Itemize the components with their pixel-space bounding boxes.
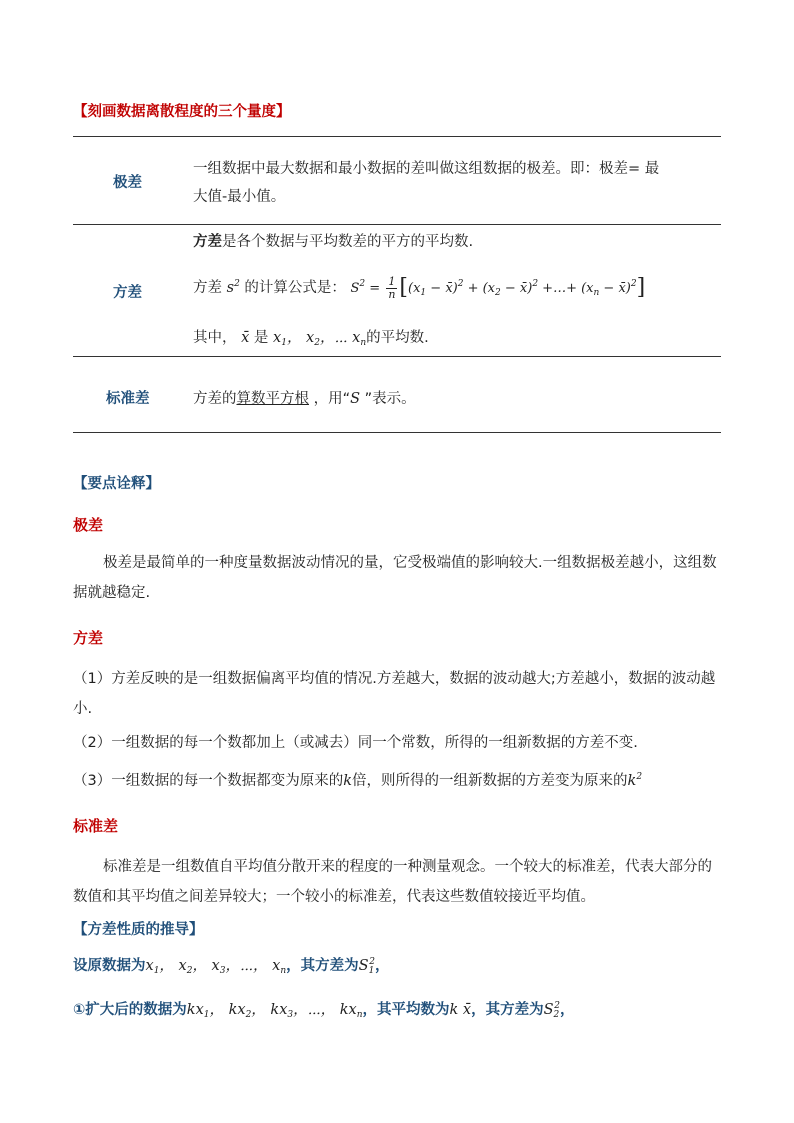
derive-line2-pre: ①扩大后的数据为 [73,1002,187,1018]
table-rule-1 [73,224,721,225]
variance-formula-intro: 方差 [193,280,222,296]
section-title: 【刻画数据离散程度的三个量度】 [73,104,291,120]
range-definition-line1: 一组数据中最大数据和最小数据的差叫做这组数据的极差。即：极差= 最 [193,161,660,177]
range-heading: 极差 [73,516,104,534]
variance-item-2: （2）一组数据的每一个数都加上（或减去）同一个常数，所得的一组新数据的方差不变. [73,735,638,751]
scaled-mean: k x̄ [449,1002,472,1018]
range-definition [193,155,659,211]
variance-item-1: （1）方差反映的是一组数据偏离平均值的情况.方差越大，数据的波动越大;方差越小，数据的波动越小. [73,671,716,717]
k-squared: $k^2$ [627,772,643,789]
derive-line2-mid: ，其平均数为 [362,1002,450,1018]
range-label: 极差 [113,175,142,191]
std-text-post: ，用“ [309,391,351,407]
std-heading: 标准差 [73,817,119,835]
derive-line-2: ①扩大后的数据为$kx_1$， $kx_2$， $kx_3$，⋯， $kx_n$，其平均数为k x̄，其方差为$S_2^2$， [73,1001,575,1020]
variance-heading: 方差 [73,629,104,647]
std-symbol: S [350,391,361,407]
variance-where-mid: 是 [253,330,269,346]
variance-definition [193,230,473,251]
variance-formula-mid: 的计算公式是： [244,280,346,296]
std-paragraph: 标准差是一组数值自平均值分散开来的程度的一种测量观念。一个较大的标准差，代表大部分的数值和其平均值之间差异较大；一个较小的标准差，代表这些数值较接近平均值。 [73,859,712,905]
data-list: $x_1$， $x_2$，⋯ $x_n$ [273,330,367,348]
std-text-end: ”表示。 [360,391,416,407]
derive-line1-pre: 设原数据为 [73,958,146,974]
derive-line1-mid: ，其方差为 [286,958,359,974]
mean-symbol: x̄ [241,330,250,346]
std-label: 标准差 [106,391,150,407]
variance-definition-text: 是各个数据与平均数差的平方的平均数. [222,234,474,250]
scaled-data-list: $kx_1$， $kx_2$， $kx_3$，⋯， $kx_n$ [186,1002,363,1020]
variance-label: 方差 [113,285,142,301]
original-data-list: $x_1$， $x_2$， $x_3$，⋯， $x_n$ [145,958,287,976]
variance-where-end: 的平均数. [366,330,429,346]
variance-where-line [193,326,429,348]
table-top-rule [73,136,721,137]
variance-where-pre: 其中， [193,330,237,346]
original-variance: $S_1^2$ [358,957,376,976]
variance-item-3 [73,762,723,796]
derive-line-1: 设原数据为$x_1$， $x_2$， $x_3$，⋯， $x_n$，其方差为$S_1^2$， [73,957,390,976]
table-rule-2 [73,356,721,357]
scaled-variance: $S_2^2$ [543,1001,561,1020]
notes-heading: 【要点诠释】 [73,476,160,492]
variance-item-3-pre: （3）一组数据的每一个数据都变为原来的 [73,773,344,789]
variance-formula: $S^2$ = $\frac{1}{n}$ [($x_1$ − x̄)$^2$ + ($x_2$ − x̄)$^2$ +…+ ($x_n$ − x̄)$^2$] [350,275,646,301]
variance-item-3-mid: 倍，则所得的一组新数据的方差变为原来的 [352,773,628,789]
derive-heading: 【方差性质的推导】 [73,922,204,938]
std-text-pre: 方差的 [193,391,237,407]
range-paragraph: 极差是最简单的一种度量数据波动情况的量，它受极端值的影响较大.一组数据极差越小，这组数据就越稳定. [73,555,717,601]
variance-symbol: $s^2$ [226,279,240,296]
std-definition [193,387,416,408]
range-definition-line2: 大值-最小值。 [193,189,286,205]
derive-line2-mid2: ，其方差为 [471,1002,544,1018]
variance-term: 方差 [193,234,222,250]
variance-formula-line [193,266,645,302]
std-text-link: 算数平方根 [236,391,309,407]
k-symbol: k [343,773,353,789]
table-bottom-rule [73,432,721,433]
